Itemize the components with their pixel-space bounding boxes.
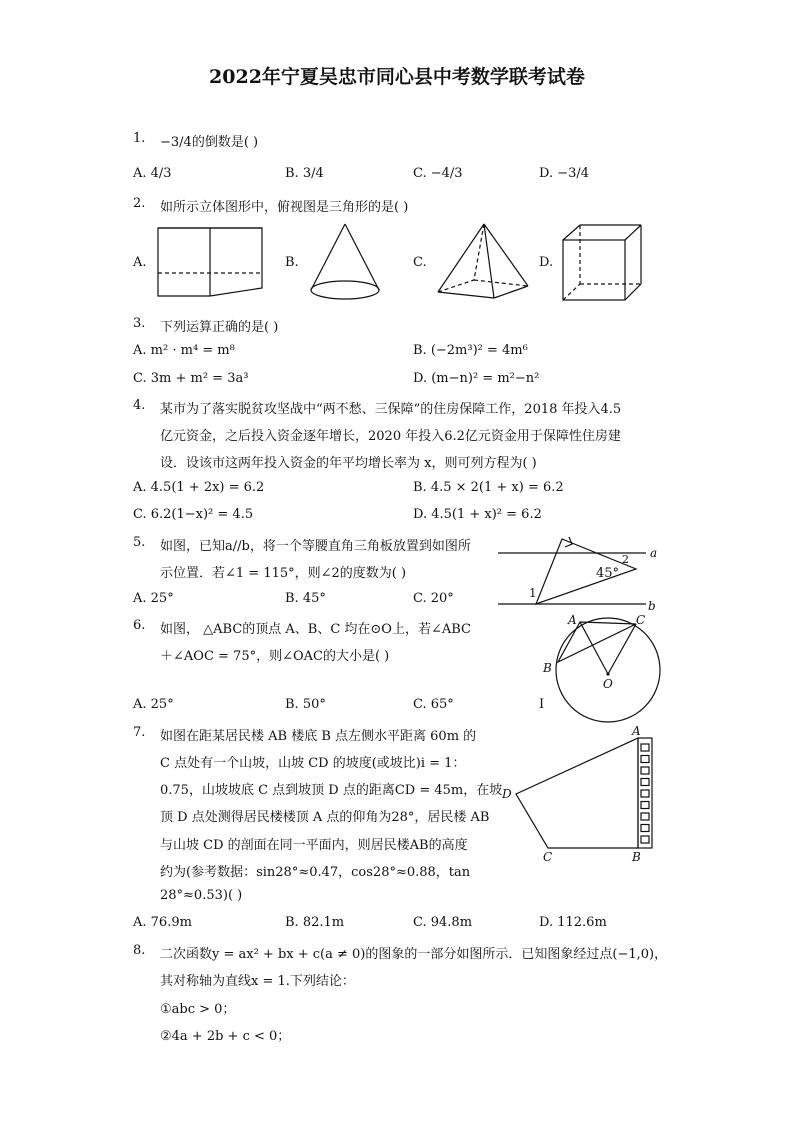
building-window xyxy=(641,802,649,809)
question-3-option-d: D. (m−n)² = m²−n² xyxy=(413,371,540,386)
question-2-option-a: A. xyxy=(133,255,147,270)
question-1-option-d: D. −3/4 xyxy=(539,166,590,181)
label-point-a: A xyxy=(568,613,577,627)
figure-cube xyxy=(560,222,645,304)
question-6-option-b: B. 50° xyxy=(285,697,326,712)
question-2-option-b: B. xyxy=(285,255,299,270)
label-line-a: a xyxy=(650,546,658,560)
label-point-d: D xyxy=(502,787,512,801)
label-point-b: B xyxy=(632,850,641,864)
label-point-a: A xyxy=(632,724,641,738)
question-2-option-d: D. xyxy=(539,255,554,270)
question-7-option-b: B. 82.1m xyxy=(285,915,345,930)
figure-slope-building xyxy=(498,724,663,864)
question-5-option-c: C. 20° xyxy=(413,591,454,606)
label-point-b: B xyxy=(543,661,552,675)
question-8-stem-line-2: 其对称轴为直线x = 1.下列结论： xyxy=(160,974,355,989)
question-4-stem-line-1: 某市为了落实脱贫攻坚战中“两不愁、三保障”的住房保障工作，2018 年投入4.5 xyxy=(160,402,622,417)
question-5-stem-line-1: 如图，已知a//b，将一个等腰直角三角板放置到如图所 xyxy=(160,539,471,554)
label-angle-1: 1 xyxy=(529,586,537,600)
building-window xyxy=(641,767,649,774)
figure-parallel-lines-triangle xyxy=(498,535,668,615)
question-3-stem: 下列运算正确的是( ) xyxy=(160,320,279,335)
question-8-number: 8. xyxy=(133,943,146,958)
question-7-stem-line-6: 约为(参考数据：sin28°≈0.47，cos28°≈0.88，tan xyxy=(160,865,471,880)
label-line-b: b xyxy=(648,599,656,613)
question-4-option-d: D. 4.5(1 + x)² = 6.2 xyxy=(413,507,542,522)
question-3-option-a: A. m² · m⁴ = m⁸ xyxy=(133,343,235,358)
question-1-option-c: C. −4/3 xyxy=(413,166,463,181)
question-3-number: 3. xyxy=(133,316,146,331)
question-3-option-b: B. (−2m³)² = 4m⁶ xyxy=(413,343,528,358)
question-4-option-c: C. 6.2(1−x)² = 4.5 xyxy=(133,507,254,522)
question-5-option-a: A. 25° xyxy=(133,591,174,606)
question-8-statement-2: ②4a + 2b + c < 0； xyxy=(160,1029,291,1044)
question-5-option-b: B. 45° xyxy=(285,591,326,606)
building-window xyxy=(641,836,649,843)
question-6-stem-line-2: ＋∠AOC = 75°，则∠OAC的大小是( ) xyxy=(160,649,390,664)
building-window xyxy=(641,779,649,786)
question-8-statement-1: ①abc > 0； xyxy=(160,1002,236,1017)
question-6-stem-line-1: 如图， △ABC的顶点 A、B、C 均在⊙O上，若∠ABC xyxy=(160,622,471,637)
question-2-number: 2. xyxy=(133,196,146,211)
building-window xyxy=(641,813,649,820)
label-angle-45: 45° xyxy=(596,566,620,581)
label-point-c: C xyxy=(636,613,646,627)
figure-circle-triangle xyxy=(540,612,665,724)
question-6-number: 6. xyxy=(133,618,146,633)
question-7-stem-line-4: 顶 D 点处测得居民楼楼顶 A 点的仰角为28°，居民楼 AB xyxy=(160,810,490,825)
question-1-stem: −3/4的倒数是( ) xyxy=(160,135,259,150)
question-4-number: 4. xyxy=(133,398,146,413)
question-5-stem-line-2: 示位置．若∠1 = 115°，则∠2的度数为( ) xyxy=(160,566,407,581)
question-8-stem-line-1: 二次函数y = ax² + bx + c(a ≠ 0)的图象的一部分如图所示．已知图象经过点(−1,0)， xyxy=(160,947,668,962)
figure-triangular-prism xyxy=(150,218,270,300)
figure-pyramid xyxy=(432,220,537,302)
question-2-stem: 如所示立体图形中，俯视图是三角形的是( ) xyxy=(160,200,409,215)
building-window xyxy=(641,790,649,797)
question-4-option-a: A. 4.5(1 + 2x) = 6.2 xyxy=(133,480,265,495)
building-window xyxy=(641,744,649,751)
question-1-number: 1. xyxy=(133,131,146,146)
question-7-option-a: A. 76.9m xyxy=(133,915,192,930)
question-6-option-a: A. 25° xyxy=(133,697,174,712)
question-7-stem-line-1: 如图在距某居民楼 AB 楼底 B 点左侧水平距离 60m 的 xyxy=(160,729,477,744)
question-7-stem-line-2: C 点处有一个山坡，山坡 CD 的坡度(或坡比)i = 1： xyxy=(160,756,466,771)
question-4-stem-line-3: 设．设该市这两年投入资金的年平均增长率为 x，则可列方程为( ) xyxy=(160,456,537,471)
question-4-option-b: B. 4.5 × 2(1 + x) = 6.2 xyxy=(413,480,564,495)
figure-cone xyxy=(305,220,385,305)
page-title: 2022年宁夏吴忠市同心县中考数学联考试卷 xyxy=(209,66,585,88)
question-6-option-c: C. 65° xyxy=(413,697,454,712)
question-6-option-d: I xyxy=(539,697,545,712)
question-7-stem-line-7: 28°≈0.53)( ) xyxy=(160,888,243,903)
label-point-c: C xyxy=(543,850,553,864)
question-4-stem-line-2: 亿元资金，之后投入资金逐年增长，2020 年投入6.2亿元资金用于保障性住房建 xyxy=(160,429,621,444)
question-3-option-c: C. 3m + m² = 3a³ xyxy=(133,371,249,386)
building-window xyxy=(641,825,649,832)
question-7-number: 7. xyxy=(133,725,146,740)
question-7-stem-line-5: 与山坡 CD 的剖面在同一平面内，则居民楼AB的高度 xyxy=(160,838,468,853)
question-1-option-a: A. 4/3 xyxy=(133,166,172,181)
label-angle-2: 2 xyxy=(622,553,629,566)
building-window xyxy=(641,756,649,763)
question-7-stem-line-3: 0.75，山坡坡底 C 点到坡顶 D 点的距离CD = 45m，在坡 xyxy=(160,783,503,798)
label-point-o: O xyxy=(603,677,613,691)
question-2-option-c: C. xyxy=(413,255,427,270)
question-7-option-d: D. 112.6m xyxy=(539,915,607,930)
question-5-number: 5. xyxy=(133,535,146,550)
question-7-option-c: C. 94.8m xyxy=(413,915,473,930)
question-1-option-b: B. 3/4 xyxy=(285,166,324,181)
